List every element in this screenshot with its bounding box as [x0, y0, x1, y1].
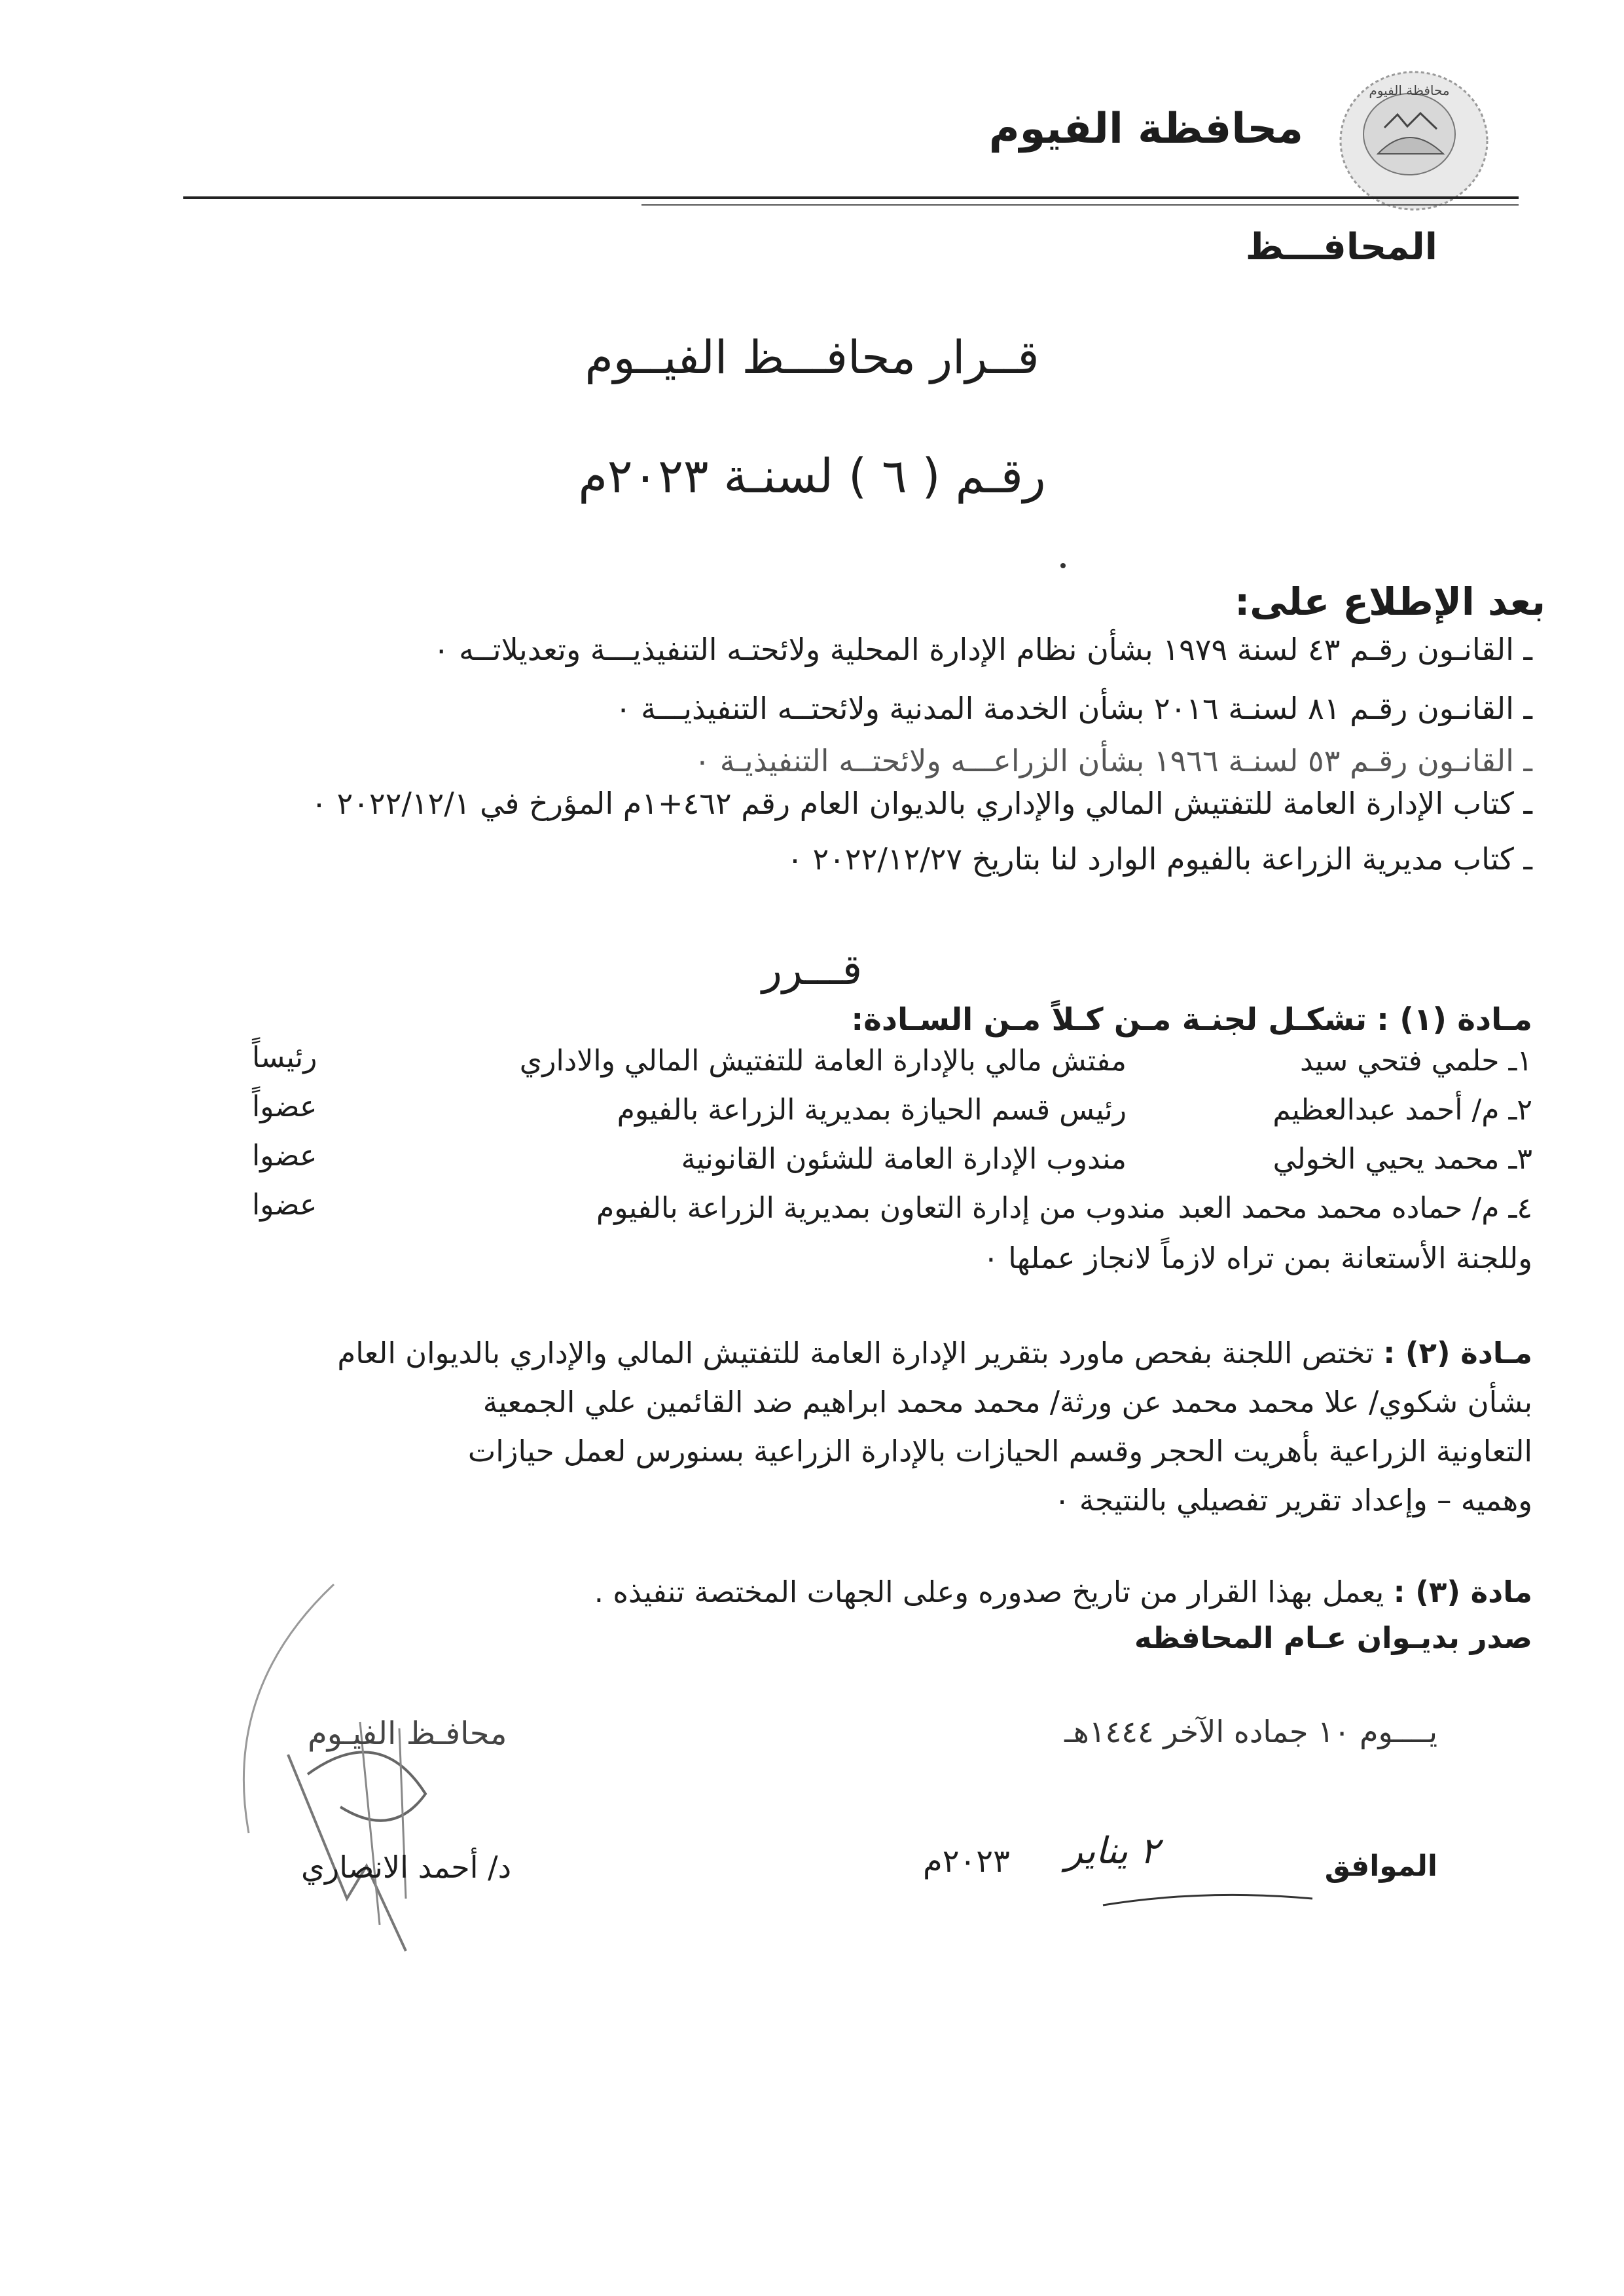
member-role: رئيس قسم الحيازة بمديرية الزراعة بالفيوم — [617, 1093, 1127, 1127]
article-2-line-1 — [337, 1336, 1532, 1370]
article-2-line: بشأن شكوي/ علا محمد محمد عن ورثة/ محمد محمد ابراهيم ضد القائمين علي الجمعية — [482, 1385, 1532, 1419]
article-1-heading — [851, 1002, 1532, 1038]
decision-heading: قـــرر — [761, 946, 863, 994]
header-rule — [183, 196, 1519, 199]
signature-scrawl — [209, 1558, 576, 1977]
member-name: ٤ـ م/ حماده محمد محمد العبد — [1178, 1192, 1532, 1225]
decree-title: قــرار محافـــظ الفيــوم — [585, 331, 1039, 384]
reference-line: ـ القانـون رقـم ٥٣ لسنـة ١٩٦٦ بشأن الزراعـــه ولائحتــه التنفيذيـة ٠ — [694, 743, 1532, 778]
article-1-label: مـادة (١) : — [1377, 1002, 1532, 1038]
gregorian-date: ٢ يناير — [1065, 1830, 1159, 1872]
decree-number: رقـم ( ٦ ) لسنـة ٢٠٢٣م — [578, 448, 1046, 503]
member-role: مفتش مالي بالإدارة العامة للتفتيش المالي والاداري — [519, 1044, 1127, 1078]
article-2-text: تختص اللجنة بفحص ماورد بتقرير الإدارة العامة للتفتيش المالي والإداري بالديوان العام — [337, 1336, 1374, 1370]
article-2-line: التعاونية الزراعية بأهريت الحجر وقسم الحيازات بالإدارة الزراعية بسنورس لعمل حيازات — [467, 1434, 1532, 1468]
reference-line: ـ القانـون رقـم ٤٣ لسنة ١٩٧٩ بشأن نظام الإدارة المحلية ولائحتـه التنفيذيـــة وتعديلاتــه ٠ — [433, 632, 1532, 667]
signatory-title: محافـظ الفيـوم — [308, 1715, 507, 1752]
member-name: ١ـ حلمي فتحي سيد — [1300, 1044, 1532, 1078]
article-1-closing: وللجنة الأستعانة بمن تراه لازماً لانجاز عملها ٠ — [983, 1241, 1532, 1275]
article-1-text: تشكـل لجنـة مـن كـلاً مـن السـادة: — [851, 1002, 1367, 1038]
hijri-date: يــــوم ١٠ جماده الآخر ١٤٤٤هـ — [1064, 1714, 1437, 1749]
governorate-name: محافظة الفيوم — [988, 105, 1303, 153]
header-rule-thin — [641, 204, 1519, 206]
agree-label: الموافق — [1324, 1850, 1437, 1883]
seal-text: محافظة الفيوم — [1369, 82, 1450, 98]
issued-statement: صدر بديـوان عـام المحافظه — [1134, 1620, 1532, 1655]
member-position: عضواً — [252, 1090, 317, 1123]
stray-dot — [1060, 563, 1066, 568]
article-3-line — [594, 1575, 1532, 1609]
article-3-text: يعمل بهذا القرار من تاريخ صدوره وعلى الجهات المختصة تنفيذه . — [594, 1575, 1384, 1609]
member-role: مندوب من إدارة التعاون بمديرية الزراعة بالفيوم — [596, 1192, 1166, 1225]
member-role: مندوب الإدارة العامة للشئون القانونية — [681, 1142, 1127, 1176]
signatory-name: د/ أحمد الانصاري — [301, 1850, 512, 1885]
member-position: عضوا — [252, 1188, 317, 1222]
article-2-line: وهميه – وإعداد تقرير تفصيلي بالنتيجة ٠ — [1054, 1483, 1532, 1518]
date-underline — [1100, 1886, 1316, 1912]
member-position: رئيساً — [252, 1041, 317, 1074]
member-name: ٢ـ م/ أحمد عبدالعظيم — [1272, 1093, 1532, 1127]
member-position: عضوا — [252, 1139, 317, 1173]
office-label: المحافـــظ — [1245, 226, 1437, 268]
article-3-label: مادة (٣) : — [1393, 1575, 1532, 1609]
reference-line: ـ القانـون رقـم ٨١ لسنـة ٢٠١٦ بشأن الخدمة المدنية ولائحتــه التنفيذيـــة ٠ — [615, 691, 1532, 726]
reference-line: ـ كتاب الإدارة العامة للتفتيش المالي والإداري بالديوان العام رقم ٤٦٢+١م المؤرخ في ٢٠٢٢/١٢/١ ٠ — [311, 786, 1532, 821]
references-intro: بعد الإطلاع على: — [1235, 579, 1545, 624]
member-name: ٣ـ محمد يحيي الخولي — [1272, 1142, 1532, 1176]
article-2-label: مـادة (٢) : — [1383, 1336, 1532, 1370]
reference-line: ـ كتاب مديرية الزراعة بالفيوم الوارد لنا بتاريخ ٢٠٢٢/١٢/٢٧ ٠ — [787, 841, 1532, 877]
gregorian-year: ٢٠٢٣م — [923, 1843, 1010, 1880]
